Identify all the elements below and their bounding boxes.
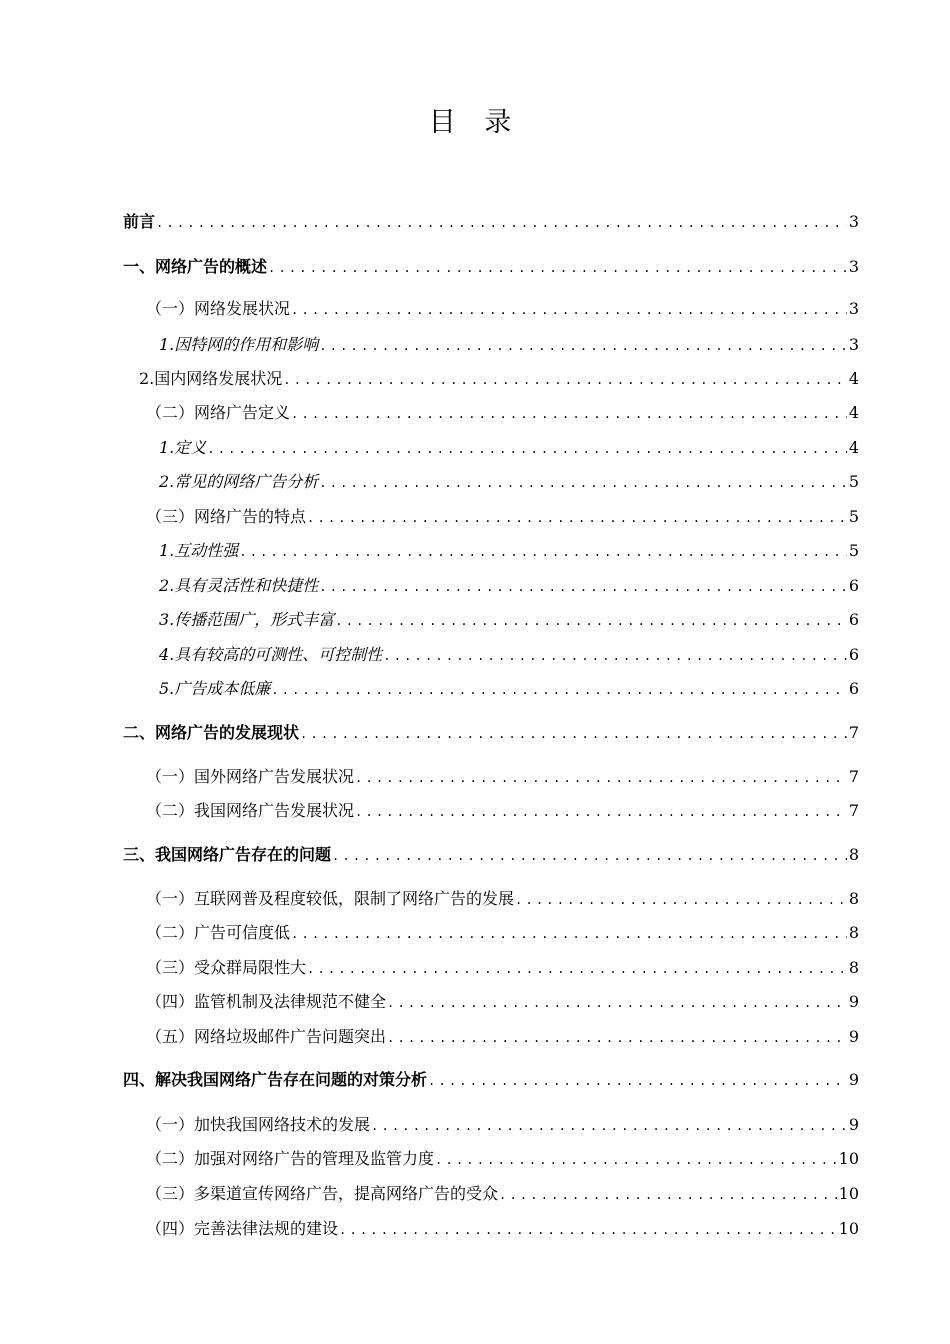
toc-entry[interactable]	[159, 677, 859, 701]
toc-entry-label: 2.具有灵活性和快捷性	[159, 576, 319, 595]
toc-dot-leader	[268, 259, 847, 279]
toc-entry-label: （五）网络垃圾邮件广告问题突出	[146, 1027, 387, 1046]
toc-dot-leader	[300, 725, 847, 745]
toc-entry-label: 3.传播范围广，形式丰富	[159, 610, 335, 629]
toc-dot-leader	[387, 1029, 847, 1049]
toc-entry[interactable]	[146, 956, 859, 980]
toc-entry-page-number: 9	[848, 1115, 859, 1134]
toc-entry[interactable]	[159, 643, 859, 667]
toc-entry[interactable]	[159, 436, 859, 460]
toc-entry-label: （二）网络广告定义	[146, 403, 291, 422]
toc-dot-leader	[515, 891, 847, 911]
toc-dot-leader	[307, 960, 847, 980]
toc-entry-label: （四）监管机制及法律规范不健全	[146, 992, 387, 1011]
toc-entry-page-number: 4	[848, 369, 859, 388]
toc-entry-label: 2.国内网络发展状况	[139, 369, 283, 388]
toc-entry-page-number: 8	[848, 845, 859, 864]
toc-entry[interactable]	[146, 921, 859, 945]
toc-entry-page-number: 6	[848, 679, 859, 698]
toc-dot-leader	[291, 301, 847, 321]
toc-entry[interactable]	[123, 843, 859, 867]
toc-entry-label: 1.互动性强	[159, 541, 239, 560]
toc-entry[interactable]	[159, 574, 859, 598]
toc-entry-page-number: 4	[848, 438, 859, 457]
toc-dot-leader	[435, 1151, 837, 1171]
toc-entry-page-number: 7	[848, 723, 859, 742]
toc-dot-leader	[383, 647, 847, 667]
toc-entry-page-number: 3	[848, 335, 859, 354]
toc-entry-label: 二、网络广告的发展现状	[123, 723, 300, 742]
toc-entry-page-number: 5	[848, 541, 859, 560]
toc-entry[interactable]	[146, 1182, 859, 1206]
toc-entry[interactable]	[146, 1113, 859, 1137]
toc-entry-page-number: 7	[848, 801, 859, 820]
toc-entry-page-number: 6	[848, 645, 859, 664]
toc-entry[interactable]	[146, 887, 859, 911]
toc-dot-leader	[291, 925, 847, 945]
toc-dot-leader	[339, 1221, 837, 1241]
toc-dot-leader	[319, 578, 847, 598]
toc-entry-page-number: 9	[848, 1070, 859, 1089]
toc-entry-page-number: 3	[848, 212, 859, 231]
toc-entry-page-number: 9	[848, 992, 859, 1011]
toc-entry[interactable]	[146, 765, 859, 789]
toc-dot-leader	[355, 803, 847, 823]
toc-entry-label: 1.因特网的作用和影响	[159, 335, 319, 354]
toc-entry-label: （三）网络广告的特点	[146, 507, 307, 526]
toc-dot-leader	[355, 769, 847, 789]
toc-entry-label: 前言	[123, 212, 156, 231]
toc-entry[interactable]	[146, 1217, 859, 1241]
toc-entry[interactable]	[159, 608, 859, 632]
toc-entry-label: （三）多渠道宣传网络广告，提高网络广告的受众	[146, 1184, 499, 1203]
toc-entry-label: 三、我国网络广告存在的问题	[123, 845, 332, 864]
toc-entry-page-number: 10	[838, 1184, 859, 1203]
toc-entry[interactable]	[159, 470, 859, 494]
toc-entry-page-number: 3	[848, 257, 859, 276]
toc-entry-page-number: 4	[848, 403, 859, 422]
toc-dot-leader	[387, 994, 847, 1014]
toc-entry-label: （二）我国网络广告发展状况	[146, 801, 355, 820]
toc-entry[interactable]	[146, 1147, 859, 1171]
toc-entry[interactable]	[159, 539, 859, 563]
toc-entry-page-number: 7	[848, 767, 859, 786]
toc-entry-label: 一、网络广告的概述	[123, 257, 268, 276]
toc-entry[interactable]	[146, 297, 859, 321]
toc-entry-page-number: 6	[848, 576, 859, 595]
toc-dot-leader	[335, 612, 847, 632]
toc-entry[interactable]	[159, 333, 859, 357]
toc-entry-label: （一）互联网普及程度较低，限制了网络广告的发展	[146, 889, 515, 908]
toc-entry-label: （四）完善法律法规的建设	[146, 1219, 339, 1238]
toc-entry-page-number: 5	[848, 507, 859, 526]
toc-entry[interactable]	[123, 1068, 859, 1092]
toc-entry-label: 4.具有较高的可测性、可控制性	[159, 645, 383, 664]
toc-entry-page-number: 3	[848, 299, 859, 318]
toc-entry-page-number: 10	[838, 1149, 859, 1168]
toc-entry[interactable]	[146, 990, 859, 1014]
toc-entry-label: （一）网络发展状况	[146, 299, 291, 318]
toc-dot-leader	[428, 1072, 847, 1092]
toc-entry-label: （一）国外网络广告发展状况	[146, 767, 355, 786]
toc-entry-label: 1.定义	[159, 438, 207, 457]
toc-dot-leader	[319, 474, 847, 494]
toc-dot-leader	[207, 440, 847, 460]
toc-dot-leader	[239, 543, 847, 563]
toc-dot-leader	[371, 1117, 847, 1137]
page-title: 目 录	[428, 107, 522, 138]
toc-entry-page-number: 8	[848, 923, 859, 942]
toc-entry-label: 5.广告成本低廉	[159, 679, 271, 698]
toc-entry[interactable]	[123, 210, 859, 234]
toc-entry[interactable]	[123, 255, 859, 279]
toc-entry-label: 2.常见的网络广告分析	[159, 472, 319, 491]
toc-dot-leader	[156, 214, 847, 234]
toc-entry[interactable]	[146, 505, 859, 529]
toc-dot-leader	[291, 405, 847, 425]
toc-entry[interactable]	[146, 401, 859, 425]
toc-dot-leader	[271, 681, 847, 701]
toc-entry-page-number: 5	[848, 472, 859, 491]
toc-entry[interactable]	[139, 367, 859, 391]
toc-entry-page-number: 6	[848, 610, 859, 629]
toc-dot-leader	[307, 509, 847, 529]
toc-entry-label: （二）加强对网络广告的管理及监管力度	[146, 1149, 435, 1168]
toc-dot-leader	[319, 337, 847, 357]
toc-entry[interactable]	[123, 721, 859, 745]
toc-dot-leader	[283, 371, 847, 391]
toc-entry-page-number: 10	[838, 1219, 859, 1238]
toc-entry-page-number: 8	[848, 889, 859, 908]
toc-dot-leader	[332, 847, 847, 867]
toc-entry[interactable]	[146, 799, 859, 823]
toc-entry-label: 四、解决我国网络广告存在问题的对策分析	[123, 1070, 428, 1089]
toc-entry-label: （三）受众群局限性大	[146, 958, 307, 977]
toc-entry-page-number: 8	[848, 958, 859, 977]
toc-entry-page-number: 9	[848, 1027, 859, 1046]
toc-dot-leader	[499, 1186, 837, 1206]
toc-entry[interactable]	[146, 1025, 859, 1049]
toc-entry-label: （二）广告可信度低	[146, 923, 291, 942]
toc-entry-label: （一）加快我国网络技术的发展	[146, 1115, 371, 1134]
